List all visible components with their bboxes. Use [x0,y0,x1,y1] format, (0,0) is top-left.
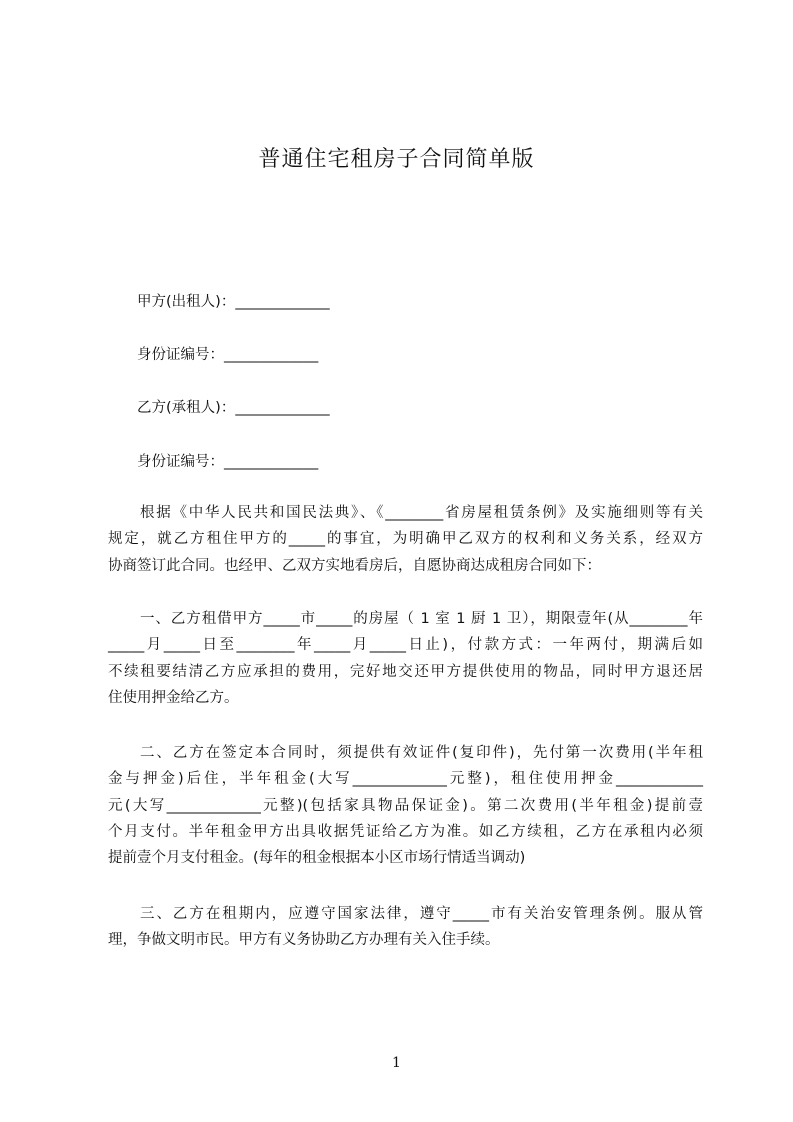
clause-1-line: _____月_____日至________年_____月_____日止)，付款方式：一年两付，期满后如 [108,637,703,654]
clause-1-line: 不续租要结清乙方应承担的费用，完好地交还甲方提供使用的物品，同时甲方退还居 [108,663,703,680]
preamble-line: 协商签订此合同。也经甲、乙双方实地看房后，自愿协商达成租房合同如下： [108,557,601,574]
clause-1-line: 一、乙方租借甲方_____市_____的房屋（ 1 室 1 厨 1 卫），期限壹年(从________年 [140,611,703,627]
page-number: 1 [392,1055,401,1071]
lessee-field: 乙方(承租人)：_____________ [137,400,330,416]
clause-2-line: 个月支付。半年租金甲方出具收据凭证给乙方为准。如乙方续租，乙方在承租内必须 [108,823,703,840]
document-title: 普通住宅租房子合同简单版 [258,147,535,172]
clause-2-paragraph [108,740,703,871]
clause-3-line: 三、乙方在租期内，应遵守国家法律，遵守_____市有关治安管理条例。服从管 [140,906,703,922]
clause-1-paragraph [108,606,703,711]
clause-1-line: 住使用押金给乙方。 [108,689,239,706]
clause-3-paragraph [108,901,703,954]
clause-2-line: 金与押金)后住，半年租金(大写_____________元整)，租住使用押金____________ [108,771,703,788]
preamble-paragraph [108,500,703,579]
clause-3-line: 理，争做文明市民。甲方有义务协助乙方办理有关入住手续。 [108,932,500,949]
preamble-line: 规定，就乙方租住甲方的_____的事宜，为明确甲乙双方的权利和义务关系，经双方 [108,531,703,548]
lessee-id-field: 身份证编号：_____________ [137,454,319,470]
clause-2-line: 元(大写_____________元整)(包括家具物品保证金)。第二次费用(半年租金)提前壹 [108,797,703,814]
lessor-field: 甲方(出租人)：_____________ [137,294,330,310]
lessor-id-field: 身份证编号：_____________ [137,347,319,363]
preamble-line: 根据《中华人民共和国民法典》、《________省房屋租赁条例》及实施细则等有关 [140,505,703,521]
clause-2-line: 提前壹个月支付租金。(每年的租金根据本小区市场行情适当调动) [108,850,526,867]
clause-2-line: 二、乙方在签定本合同时，须提供有效证件(复印件)，先付第一次费用(半年租 [140,745,703,761]
